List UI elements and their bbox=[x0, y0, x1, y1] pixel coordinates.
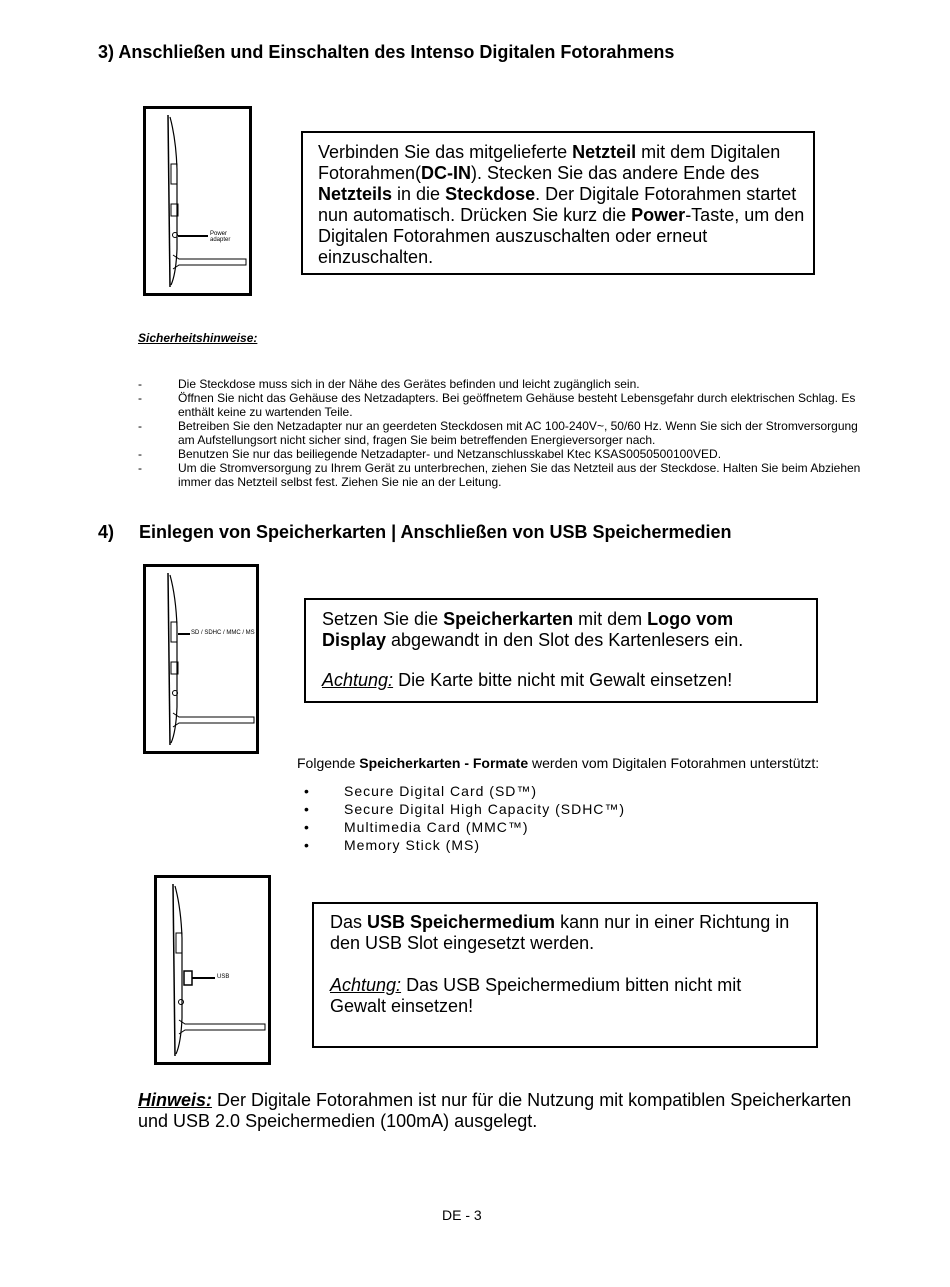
page-number: DE - 3 bbox=[442, 1207, 482, 1223]
usb-figure bbox=[154, 875, 271, 1065]
card-slot-label: SD / SDHC / MMC / MS bbox=[191, 630, 255, 636]
list-item: - Um die Stromversorgung zu Ihrem Gerät zu unterbrechen, ziehen Sie das Netzteil aus der Steckdose. Halten Sie beim Abziehen immer das Netzteil selbst fest. Ziehen Sie nie an der Leitung. bbox=[138, 461, 861, 489]
photo-frame-side-icon bbox=[146, 567, 256, 751]
list-item: - Betreiben Sie den Netzadapter nur an geerdeten Steckdosen mit AC 100-240V~, 50/60 Hz. Wenn Sie sich der Stromversorgung am Aufstellungsort nicht sicher sind, fragen Sie beim betreffenden Energieversorger nach. bbox=[138, 419, 858, 447]
safety-list bbox=[138, 377, 863, 489]
formats-intro: Folgende Speicherkarten - Formate werden vom Digitalen Fotorahmen unterstützt: bbox=[297, 755, 820, 771]
card-instructions-text: Setzen Sie die Speicherkarten mit dem Logo vom Display abgewandt in den Slot des Kartenlesers ein. bbox=[322, 609, 744, 650]
list-item: • Secure Digital Card (SD™) bbox=[300, 782, 625, 800]
list-item: • Secure Digital High Capacity (SDHC™) bbox=[300, 800, 625, 818]
usb-slot-label: USB bbox=[217, 974, 230, 980]
power-adapter-figure bbox=[143, 106, 252, 296]
usb-instructions-text: Das USB Speichermedium kann nur in einer Richtung in den USB Slot eingesetzt werden. bbox=[330, 912, 790, 953]
card-warning-text: Achtung: Die Karte bitte nicht mit Gewalt einsetzen! bbox=[322, 670, 733, 690]
usb-warning-text: Achtung: Das USB Speichermedium bitten nicht mit Gewalt einsetzen! bbox=[330, 975, 742, 1016]
list-item: - Die Steckdose muss sich in der Nähe des Gerätes befinden und leicht zugänglich sein. bbox=[138, 377, 640, 391]
list-item: • Multimedia Card (MMC™) bbox=[300, 818, 625, 836]
section-3-heading: 3) Anschließen und Einschalten des Intenso Digitalen Fotorahmens bbox=[98, 42, 675, 62]
list-item: • Memory Stick (MS) bbox=[300, 836, 625, 854]
formats-list bbox=[300, 782, 625, 854]
note-text: Hinweis: Der Digitale Fotorahmen ist nur für die Nutzung mit kompatiblen Speicherkarten und USB 2.0 Speichermedien (100mA) ausgelegt. bbox=[138, 1090, 852, 1131]
list-item: - Öffnen Sie nicht das Gehäuse des Netzadapters. Bei geöffnetem Gehäuse besteht Lebensgefahr durch elektrischen Schlag. Es enthält keine zu wartenden Teile. bbox=[138, 391, 856, 419]
photo-frame-side-icon bbox=[157, 878, 268, 1062]
section-4-heading: 4) Einlegen von Speicherkarten | Anschließen von USB Speichermedien bbox=[98, 522, 732, 542]
list-item: - Benutzen Sie nur das beiliegende Netzadapter- und Netzanschlusskabel Ktec KSAS0050500100VED. bbox=[138, 447, 722, 461]
photo-frame-side-icon bbox=[146, 109, 249, 293]
memory-card-figure bbox=[143, 564, 259, 754]
safety-title: Sicherheitshinweise: bbox=[138, 331, 258, 345]
power-instructions-text: Verbinden Sie das mitgelieferte Netzteil mit dem Digitalen Fotorahmen(DC-IN). Stecken Sie das andere Ende des Netzteils in die Steckdose. Der Digitale Fotorahmen startet nun automatisch. Drücken Sie kurz die Power-Taste, um den Digitalen Fotorahmen auszuschalten oder erneut einzuschalten. bbox=[318, 142, 805, 267]
power-adapter-label: Power adapter bbox=[210, 231, 231, 243]
